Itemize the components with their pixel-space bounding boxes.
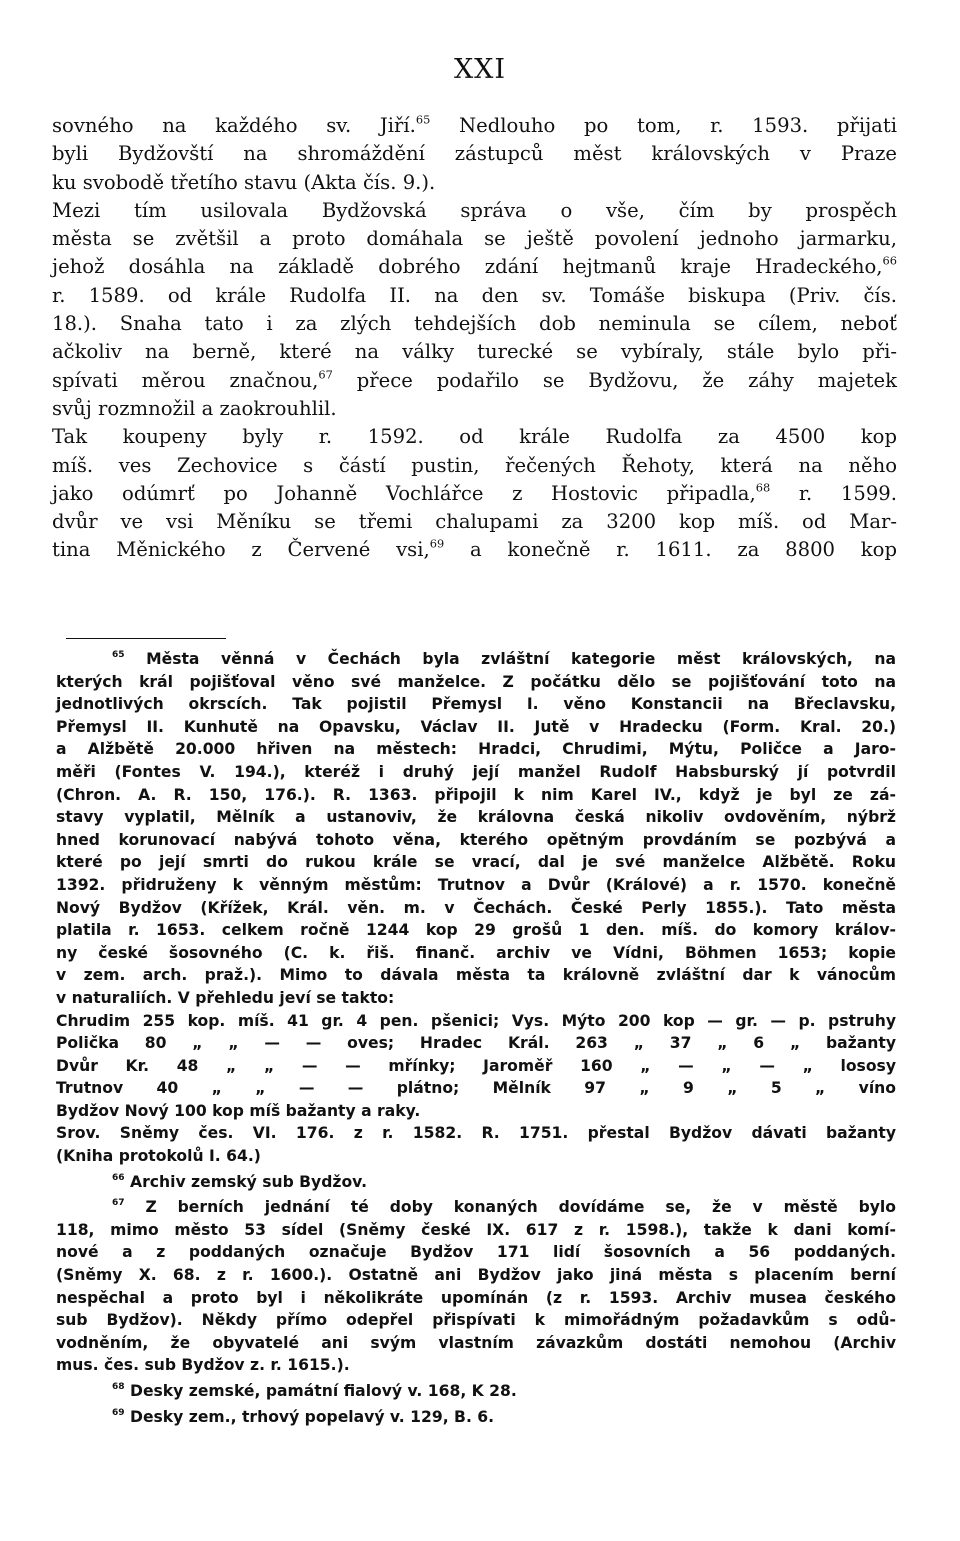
footnote-text: v zem. arch. praž.). Mimo to dávala města ta královně zvláštní dar k vánocům bbox=[56, 966, 896, 985]
body-line bbox=[52, 253, 897, 281]
body-text: Tak koupeny byly r. 1592. od krále Rudolfa za 4500 kop bbox=[52, 425, 897, 449]
footnote-text: mus. čes. sub Bydžov z. r. 1615.). bbox=[56, 1356, 350, 1375]
footnote-line bbox=[56, 1122, 896, 1145]
footnote-marker: 67 bbox=[112, 1198, 125, 1209]
body-text: 18.). Snaha tato i za zlých tehdejších dob neminula se cílem, neboť bbox=[52, 312, 897, 336]
footnote-line bbox=[56, 1380, 896, 1403]
footnote-line bbox=[56, 1309, 896, 1332]
body-line bbox=[52, 338, 897, 366]
footnote-line bbox=[56, 1264, 896, 1287]
body-text: tina Měnického z Červené vsi, bbox=[52, 538, 430, 562]
body-line bbox=[52, 225, 897, 253]
body-text: svůj rozmnožil a zaokrouhlil. bbox=[52, 396, 337, 420]
footnote-line bbox=[56, 874, 896, 897]
body-text: dvůr ve vsi Měníku se třemi chalupami za 3200 kop míš. od Mar- bbox=[52, 510, 897, 534]
footnote-line bbox=[56, 1196, 896, 1219]
body-text: jako odúmrť po Johanně Vochlářce z Hostovic připadla, bbox=[52, 481, 756, 505]
footnote-line bbox=[56, 1241, 896, 1264]
footnote-line bbox=[56, 693, 896, 716]
body-text: míš. ves Zechovice s částí pustin, řečených Řehoty, která na něho bbox=[52, 453, 897, 477]
footnote-text: platila r. 1653. celkem ročně 1244 kop 29 grošů 1 den. míš. do komory králov- bbox=[56, 921, 896, 940]
footnote-text: jednotlivých okrscích. Tak pojistil Přemysl I. věno Konstancii na Břeclavsku, bbox=[56, 695, 896, 714]
body-line bbox=[52, 140, 897, 168]
footnote-reference: 67 bbox=[318, 367, 333, 382]
footnote-text: v naturaliích. V přehledu jeví se takto: bbox=[56, 988, 395, 1007]
body-line bbox=[52, 169, 897, 197]
footnote-line bbox=[56, 761, 896, 784]
body-line bbox=[52, 282, 897, 310]
footnote-marker: 68 bbox=[112, 1382, 125, 1393]
body-text: ku svobodě třetího stavu (Akta čís. 9.). bbox=[52, 170, 436, 194]
body-line bbox=[52, 536, 897, 564]
footnote-marker: 69 bbox=[112, 1407, 125, 1418]
footnote-text: Chrudim 255 kop. míš. 41 gr. 4 pen. pšenici; Vys. Mýto 200 kop — gr. — p. pstruhy bbox=[56, 1011, 896, 1030]
footnote-marker: 65 bbox=[112, 650, 125, 661]
body-line bbox=[52, 310, 897, 338]
body-text: jehož dosáhla na základě dobrého zdání hejtmanů kraje Hradeckého, bbox=[52, 255, 883, 279]
footnote-line bbox=[56, 648, 896, 671]
footnote-text: (Kniha protokolů I. 64.) bbox=[56, 1147, 261, 1166]
footnote-marker: 66 bbox=[112, 1172, 125, 1183]
footnotes bbox=[56, 648, 896, 1428]
body-text: sovného na každého sv. Jiří. bbox=[52, 114, 416, 137]
footnote-line bbox=[56, 964, 896, 987]
footnote-text: 118, mimo město 53 sídel (Sněmy české IX. 617 z r. 1598.), takže k dani komí- bbox=[56, 1220, 896, 1239]
footnote-line bbox=[56, 738, 896, 761]
footnote-line bbox=[56, 1145, 896, 1168]
body-text: r. 1599. bbox=[770, 481, 897, 505]
footnote-line bbox=[56, 851, 896, 874]
footnote-line bbox=[56, 1332, 896, 1355]
footnote-line bbox=[56, 1287, 896, 1310]
footnote-line bbox=[56, 1406, 896, 1429]
body-line bbox=[52, 367, 897, 395]
footnote-line bbox=[56, 1171, 896, 1194]
footnote-line bbox=[56, 1219, 896, 1242]
footnote-line bbox=[56, 1354, 896, 1377]
page-number: XXI bbox=[453, 54, 507, 85]
footnote-reference: 69 bbox=[429, 536, 445, 551]
footnote-text: vodněním, že obyvatelé ani svým vlastním závazkům dostáti nemohou (Archiv bbox=[56, 1333, 896, 1352]
footnote-text: Dvůr Kr. 48 „ „ — — mřínky; Jaroměř 160 „ — „ — „ lososy bbox=[56, 1056, 896, 1075]
footnote-line bbox=[56, 1055, 896, 1078]
footnote-line bbox=[56, 897, 896, 920]
body-text: Mezi tím usilovala Bydžovská správa o vše, čím by prospěch bbox=[52, 198, 897, 222]
footnote-text: kterých král pojišťoval věno své manželce. Z počátku dělo se pojišťování toto na bbox=[56, 672, 896, 691]
footnote-line bbox=[56, 806, 896, 829]
footnote-text: hned korunovací nabývá tohoto věna, kterého opětným provdáním se pozbývá a bbox=[56, 830, 896, 849]
footnote-text: a Alžbětě 20.000 hřiven na městech: Hradci, Chrudimi, Mýtu, Poličce a Jaro- bbox=[56, 740, 896, 759]
footnote-text: Desky zemské, památní fialový v. 168, K 28. bbox=[124, 1382, 517, 1400]
body-line bbox=[52, 112, 897, 140]
footnote-text: sub Bydžov). Někdy přímo odepřel přispívati k mimořádným požadavkům s odů- bbox=[56, 1311, 896, 1330]
body-text: Nedlouho po tom, r. 1593. přijati bbox=[430, 114, 897, 137]
footnote-text: Desky zem., trhový popelavý v. 129, B. 6. bbox=[124, 1407, 495, 1426]
footnote-text: které po její smrti do rukou krále se vrací, dal je své manželce Alžbětě. Roku bbox=[56, 853, 896, 872]
footnote-line bbox=[56, 1100, 896, 1123]
footnote-text: nové a z poddaných označuje Bydžov 171 lidí šosovních a 56 poddaných. bbox=[56, 1243, 896, 1262]
footnote-line bbox=[56, 1077, 896, 1100]
footnote-text: nespěchal a proto byl i několikráte upomínán (z r. 1593. Archiv musea českého bbox=[56, 1288, 896, 1307]
footnote-line bbox=[56, 829, 896, 852]
footnote-text: Polička 80 „ „ — — oves; Hradec Král. 263 „ 37 „ 6 „ bažanty bbox=[56, 1034, 896, 1053]
footnote-text: 1392. přidruženy k věnným městům: Trutnov a Dvůr (Králové) a r. 1570. konečně bbox=[56, 875, 896, 894]
footnote-text: Z berních jednání té doby konaných dovídáme se, že v městě bylo bbox=[124, 1198, 896, 1217]
body-text: města se zvětšil a proto domáhala se ještě povolení jednoho jarmarku, bbox=[52, 227, 897, 251]
body-text: spívati měrou značnou, bbox=[52, 368, 319, 392]
body-line bbox=[52, 452, 897, 480]
body-line bbox=[52, 197, 897, 225]
body-text: r. 1589. od krále Rudolfa II. na den sv. Tomáše biskupa (Priv. čís. bbox=[52, 283, 897, 307]
footnote-line bbox=[56, 716, 896, 739]
footnote-text: Města věnná v Čechách byla zvláštní kategorie měst královských, na bbox=[124, 650, 896, 668]
footnote-line bbox=[56, 942, 896, 965]
footnote-text: stavy vyplatil, Mělník a ustanoviv, že královna česká nikoliv ovdověním, nýbrž bbox=[56, 808, 896, 827]
body-line bbox=[52, 395, 897, 423]
footnote-line bbox=[56, 1010, 896, 1033]
body-line bbox=[52, 508, 897, 536]
footnote-text: měři (Fontes V. 194.), kteréž i druhý její manžel Rudolf Habsburský jí potvrdil bbox=[56, 762, 896, 781]
body-text: byli Bydžovští na shromáždění zástupců měst královských v Praze bbox=[52, 142, 897, 166]
footnote-text: Trutnov 40 „ „ — — plátno; Mělník 97 „ 9 „ 5 „ víno bbox=[56, 1079, 896, 1098]
body-text: ačkoliv na berně, které na války turecké se vybíraly, stále bylo při- bbox=[52, 340, 897, 364]
footnote-line bbox=[56, 671, 896, 694]
body-line bbox=[52, 423, 897, 451]
footnote-reference: 66 bbox=[882, 253, 897, 268]
footnote-reference: 68 bbox=[755, 480, 771, 495]
footnote-text: ny české šosovného (C. k. řiš. finanč. archiv ve Vídni, Böhmen 1653; kopie bbox=[56, 943, 896, 962]
footnote-line bbox=[56, 784, 896, 807]
footnote-text: (Sněmy X. 68. z r. 1600.). Ostatně ani Bydžov jako jiná města s placením berní bbox=[56, 1266, 896, 1285]
body-line bbox=[52, 480, 897, 508]
footnote-reference: 65 bbox=[415, 112, 431, 127]
footnote-line bbox=[56, 987, 896, 1010]
body-text: přece podařilo se Bydžovu, že záhy majetek bbox=[332, 368, 898, 392]
footnote-text: Nový Bydžov (Křížek, Král. věn. m. v Čechách. České Perly 1855.). Tato města bbox=[56, 898, 896, 917]
footnote-separator bbox=[66, 638, 226, 639]
footnote-text: Přemysl II. Kunhutě na Opavsku, Václav II. Jutě v Hradecku (Form. Kral. 20.) bbox=[56, 717, 896, 736]
footnote-line bbox=[56, 1032, 896, 1055]
footnote-line bbox=[56, 919, 896, 942]
main-text bbox=[52, 112, 897, 565]
footnote-text: Srov. Sněmy čes. VI. 176. z r. 1582. R. 1751. přestal Bydžov dávati bažanty bbox=[56, 1124, 896, 1143]
footnote-text: (Chron. A. R. 150, 176.). R. 1363. připojil k nim Karel IV., když je byl ze zá- bbox=[56, 785, 896, 804]
footnote-text: Archiv zemský sub Bydžov. bbox=[124, 1172, 367, 1191]
body-text: a konečně r. 1611. za 8800 kop bbox=[444, 538, 897, 562]
footnote-text: Bydžov Nový 100 kop míš bažanty a raky. bbox=[56, 1101, 421, 1120]
